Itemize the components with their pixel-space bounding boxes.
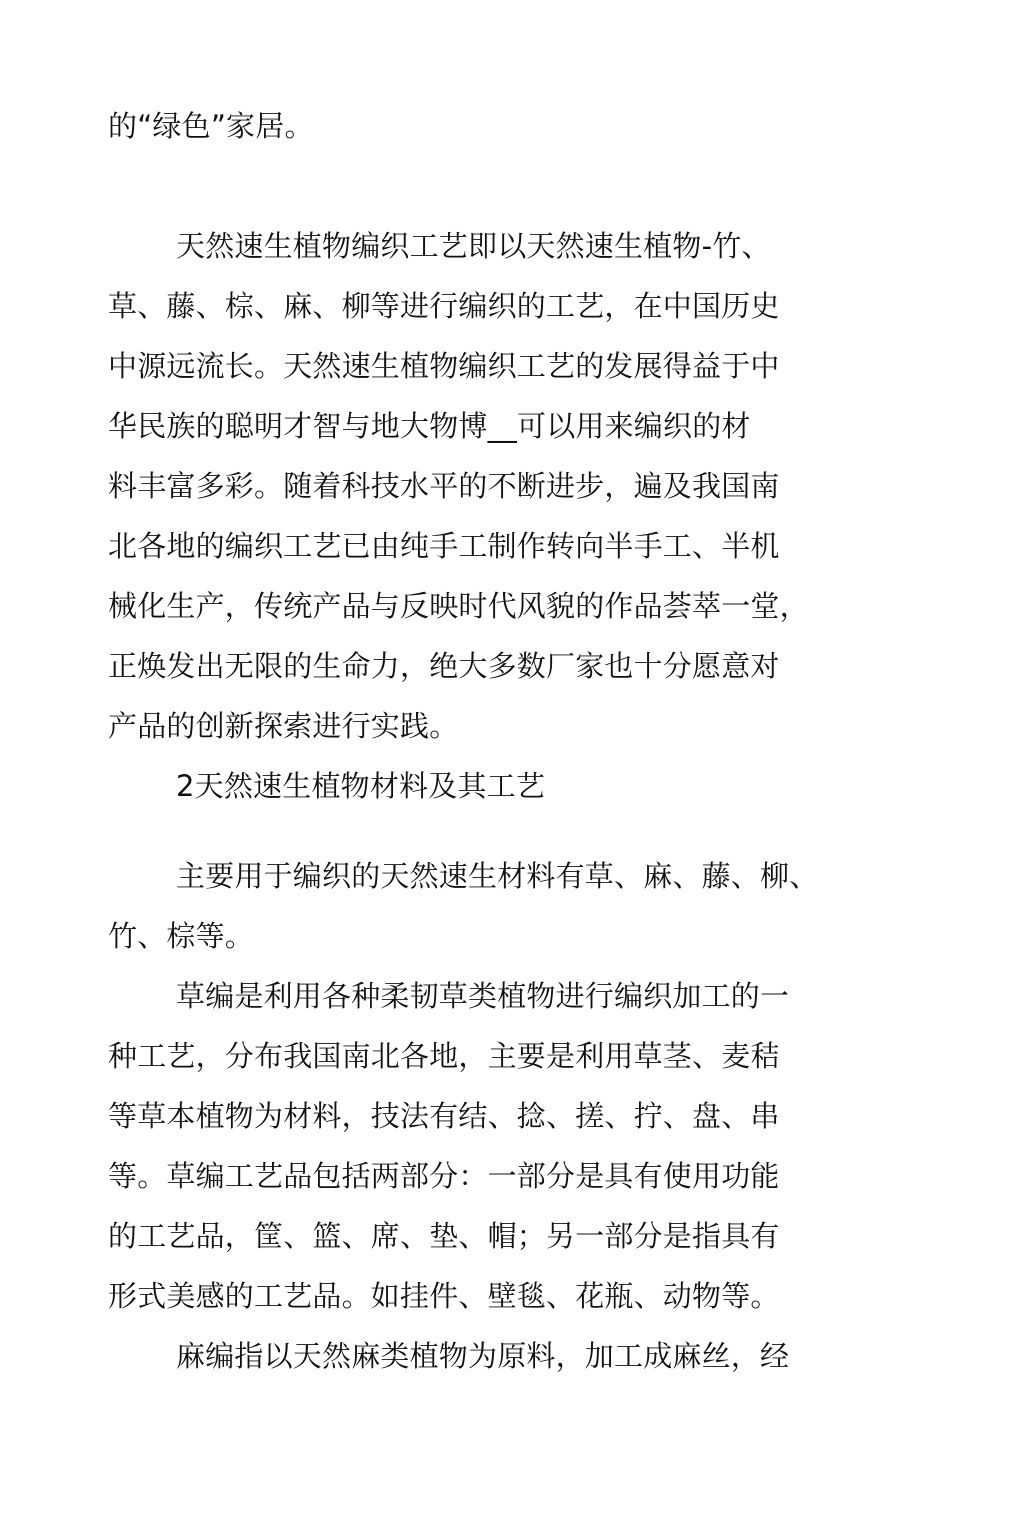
paragraph-line-15: 种工艺，分布我国南北各地，主要是利用草茎、麦秸 [108,1039,780,1073]
paragraph-line-13: 竹、棕等。 [108,919,255,953]
paragraph-line-17: 等。草编工艺品包括两部分：一部分是具有使用功能 [108,1159,780,1193]
paragraph-line-2: 天然速生植物编织工艺即以天然速生植物-竹、 [176,229,771,263]
paragraph-line-12: 主要用于编织的天然速生材料有草、麻、藤、柳、 [176,859,819,893]
paragraph-line-5: 华民族的聪明才智与地大物博__可以用来编织的材 [108,409,751,443]
paragraph-line-14: 草编是利用各种柔韧草类植物进行编织加工的一 [176,979,790,1013]
paragraph-line-10: 产品的创新探索进行实践。 [108,709,459,743]
paragraph-line-9: 正焕发出无限的生命力，绝大多数厂家也十分愿意对 [108,649,780,683]
paragraph-line-16: 等草本植物为材料，技法有结、捻、搓、拧、盘、串 [108,1099,780,1133]
paragraph-line-4: 中源远流长。天然速生植物编织工艺的发展得益于中 [108,349,780,383]
paragraph-line-20: 麻编指以天然麻类植物为原料，加工成麻丝，经 [176,1339,790,1373]
paragraph-line-3: 草、藤、棕、麻、柳等进行编织的工艺，在中国历史 [108,289,780,323]
paragraph-line-8: 械化生产，传统产品与反映时代风貌的作品荟萃一堂， [108,589,809,623]
paragraph-line-18: 的工艺品，筐、篮、席、垫、帽；另一部分是指具有 [108,1219,780,1253]
text-line-1: 的“绿色”家居。 [108,109,314,143]
paragraph-line-19: 形式美感的工艺品。如挂件、壁毯、花瓶、动物等。 [108,1279,780,1313]
paragraph-line-6: 料丰富多彩。随着科技水平的不断进步，遍及我国南 [108,469,780,503]
section-heading: 2天然速生植物材料及其工艺 [176,769,546,803]
paragraph-line-7: 北各地的编织工艺已由纯手工制作转向半手工、半机 [108,529,780,563]
